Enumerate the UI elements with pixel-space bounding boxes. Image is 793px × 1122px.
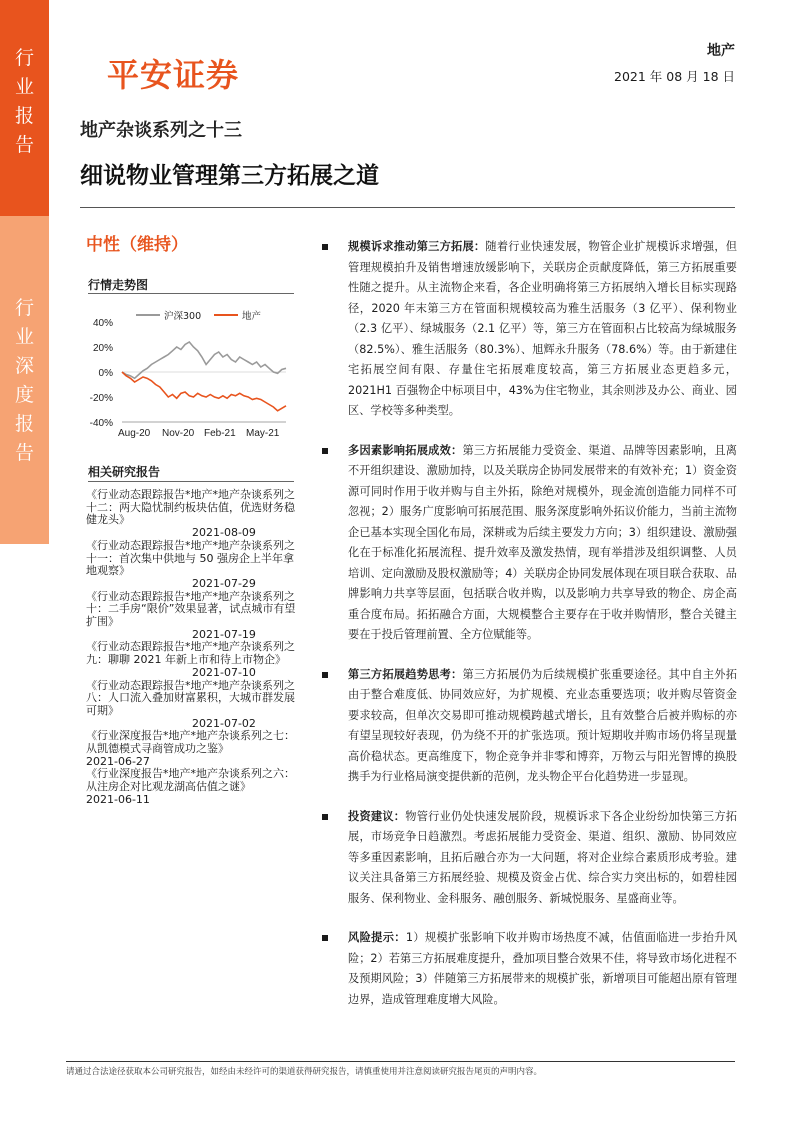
bullet-square-icon: [322, 672, 328, 678]
related-report-item[interactable]: [86, 768, 296, 806]
y-tick-label: -40%: [89, 418, 113, 429]
sidebar-char: 告: [14, 442, 34, 464]
y-tick-label: 0%: [98, 368, 113, 379]
related-report-title: 《行业动态跟踪报告*地产*地产杂谈系列之十二：两大隐忧制约板块估值，优选财务稳健龙头》: [86, 488, 295, 527]
sidebar-char: 业: [14, 76, 34, 98]
related-report-title: 《行业深度报告*地产*地产杂谈系列之六：从注房企对比观龙湖高估值之谜》: [86, 767, 295, 794]
related-report-date: 2021-07-29: [192, 576, 256, 590]
footer-disclaimer: 请通过合法途径获取本公司研究报告，如经由未经许可的渠道获得研究报告，请慎重使用并注意阅读研究报告尾页的声明内容。: [66, 1067, 543, 1077]
market-trend-heading: 行情走势图: [88, 278, 149, 292]
series-line: [122, 342, 286, 378]
sidebar-char: 报: [14, 105, 34, 127]
x-tick-label: Feb-21: [204, 428, 236, 439]
legend-label: 沪深300: [164, 311, 202, 322]
related-report-date: 2021-07-02: [192, 716, 256, 730]
header-divider: [80, 207, 735, 208]
x-tick-label: Aug-20: [118, 428, 151, 439]
sidebar-char: 业: [14, 326, 34, 348]
related-report-date: 2021-06-11: [86, 792, 150, 806]
sidebar-char: 告: [14, 134, 34, 156]
related-report-title: 《行业动态跟踪报告*地产*地产杂谈系列之十：二手房“限价”效果显著，试点城市有望扩围》: [86, 589, 296, 629]
related-report-title: 《行业动态跟踪报告*地产*地产杂谈系列之十一：首次集中供地与 50 强房企上半年拿地观察》: [86, 538, 295, 578]
bullet-title: 第三方拓展趋势思考：: [348, 667, 463, 681]
bullet-square-icon: [322, 935, 328, 941]
bullet-body: 1）规模扩张影响下收并购市场热度不减，估值面临进一步抬升风险；2）若第三方拓展难度提升，叠加项目整合效果不佳，将导致市场化进程不及预期风险；3）伴随第三方拓展带来的规模扩张，新增项目可能超出原有管理边界，造成管理难度增大风险。: [348, 931, 737, 1006]
bullet-body: 物管行业仍处快速发展阶段，规模诉求下各企业纷纷加快第三方拓展，市场竞争日趋激烈。考虑拓展能力受资金、渠道、组织、激励、协同效应等多重因素影响，且拓后融合亦为一大问题，将对企业综合素质形成考验。建议关注具备第三方拓展经验、规模及资金占优、综合实力突出标的，如碧桂园服务、保利物业、金科服务、融创服务、新城悦服务、星盛商业等。: [348, 809, 737, 905]
sidebar-char: 深: [14, 355, 34, 377]
series-line: [122, 372, 286, 411]
related-reports-list: [86, 489, 296, 807]
bullet-square-icon: [322, 448, 328, 454]
bullet-body: 第三方拓展仍为后续规模扩张重要途径。其中自主外拓由于整合难度低、协同效应好，为扩规模、充业态重要选项；收并购尽管资金要求较高，但单次交易即可推动规模跨越式增长，且有效整合后被并购标的亦有望呈现较好表现，仍为绕不开的扩张选项。预计短期收并购市场仍将呈现量高价稳状态。更高维度下，物企竞争并非零和博弈，万物云与阳光智博的换股携手为行业格局演变提供新的范例，龙头物企平台化趋势进一步显现。: [348, 667, 737, 783]
rating: 中性（维持）: [86, 235, 188, 255]
market-trend-rule: [88, 293, 294, 294]
legend-label: 地产: [242, 311, 262, 322]
related-report-item[interactable]: [86, 540, 296, 591]
bullet-square-icon: [322, 244, 328, 250]
related-report-date: 2021-07-10: [192, 665, 256, 679]
bullet-title: 投资建议：: [348, 809, 406, 823]
related-report-date: 2021-08-09: [192, 526, 256, 540]
related-report-item[interactable]: [86, 680, 296, 731]
report-date: 2021 年 08 月 18 日: [614, 69, 735, 84]
sidebar-bottom-label: [0, 294, 49, 468]
bullet-body: 第三方拓展能力受资金、渠道、品牌等因素影响，且离不开组织建设、激励加持，以及关联房企协同发展带来的有效补充；1）资金资源可同时作用于收并购与自主外拓，除绝对规模外，现金流创造能力同样不可忽视；2）服务广度影响可拓展范围、服务深度影响外拓议价能力，当前主流物企已基本实现全国化布局，深耕或为后续主要发力方向；3）组织建设、激励强化在于标准化拓展流程、提升效率及激发热情，现有举措涉及组织调整、人员培训、定向激励及股权激励等；4）关联房企协同发展体现在项目联合获取、品牌影响力共享等层面，包括联合收并购，以及影响力共享导致的物企、房企高重合度布局。拓拓融合方面，大规模整合主要存在于收并购情形，整合关键主要在于投后管理前置、全方位赋能等。: [348, 443, 737, 641]
summary-bullet: [322, 807, 737, 910]
company-logo: 平安证券: [107, 56, 240, 94]
sidebar-top-label: [0, 44, 49, 160]
sidebar-char: 行: [14, 47, 34, 69]
x-tick-label: Nov-20: [162, 428, 195, 439]
x-tick-label: May-21: [246, 428, 280, 439]
sector-label: 地产: [707, 43, 735, 59]
sidebar-char: 行: [14, 297, 34, 319]
y-tick-label: 40%: [92, 318, 113, 329]
related-report-title: 《行业动态跟踪报告*地产*地产杂谈系列之九：聊聊 2021 年新上市和待上市物企》: [86, 640, 295, 667]
sidebar-char: 报: [14, 413, 34, 435]
summary-bullet: [322, 237, 737, 422]
bullet-title: 规模诉求推动第三方拓展：: [348, 240, 486, 253]
related-report-item[interactable]: [86, 730, 296, 768]
related-report-title: 《行业深度报告*地产*地产杂谈系列之七：从凯德模式寻商管成功之鉴》: [86, 729, 295, 756]
related-report-item[interactable]: [86, 591, 296, 642]
bullet-title: 风险提示：: [348, 931, 406, 944]
summary-bullet: [322, 928, 737, 1010]
footer-divider: [66, 1061, 735, 1062]
bullet-square-icon: [322, 814, 328, 820]
sidebar-char: 度: [14, 384, 34, 406]
y-tick-label: 20%: [92, 343, 113, 354]
market-trend-chart: [86, 300, 296, 450]
summary-bullets: [322, 237, 737, 1029]
y-tick-label: -20%: [89, 393, 113, 404]
bullet-title: 多因素影响拓展成效：: [348, 443, 463, 457]
summary-bullet: [322, 441, 737, 646]
related-reports-rule: [88, 481, 294, 482]
bullet-body: 随着行业快速发展，物管企业扩规模诉求增强，但管理规模拍升及销售增速放缓影响下，关联房企贡献度降低，第三方拓展重要性随之提升。从主流物企来看，各企业明确将第三方拓展纳入增长目标实现路径，2020 年末第三方在管面积规模较高为雅生活服务（3 亿平）、保利物业（2.3 亿平）、绿城服务（2.1 亿平）等，第三方在管面积占比较高为绿城服务（82.5%）、雅生活服务（80.3%）、旭辉永升服务（78.6%）等。由于新建住宅拓展空间有限、存量住宅拓展难度较高，第三方拓展业态更趋多元，2021H1 百强物企中标项目中，43%为住宅物业，其余则涉及办公、商业、园区、学校等多种类型。: [348, 240, 737, 417]
related-report-item[interactable]: [86, 641, 296, 679]
related-report-date: 2021-06-27: [86, 754, 150, 768]
report-title: 细说物业管理第三方拓展之道: [80, 163, 379, 189]
summary-bullet: [322, 665, 737, 788]
related-report-date: 2021-07-19: [192, 627, 256, 641]
related-report-title: 《行业动态跟踪报告*地产*地产杂谈系列之八：人口流入叠加财富累积，大城市群发展可期》: [86, 678, 295, 717]
related-reports-heading: 相关研究报告: [88, 465, 161, 479]
series-title: 地产杂谈系列之十三: [80, 120, 242, 141]
related-report-item[interactable]: [86, 489, 296, 540]
